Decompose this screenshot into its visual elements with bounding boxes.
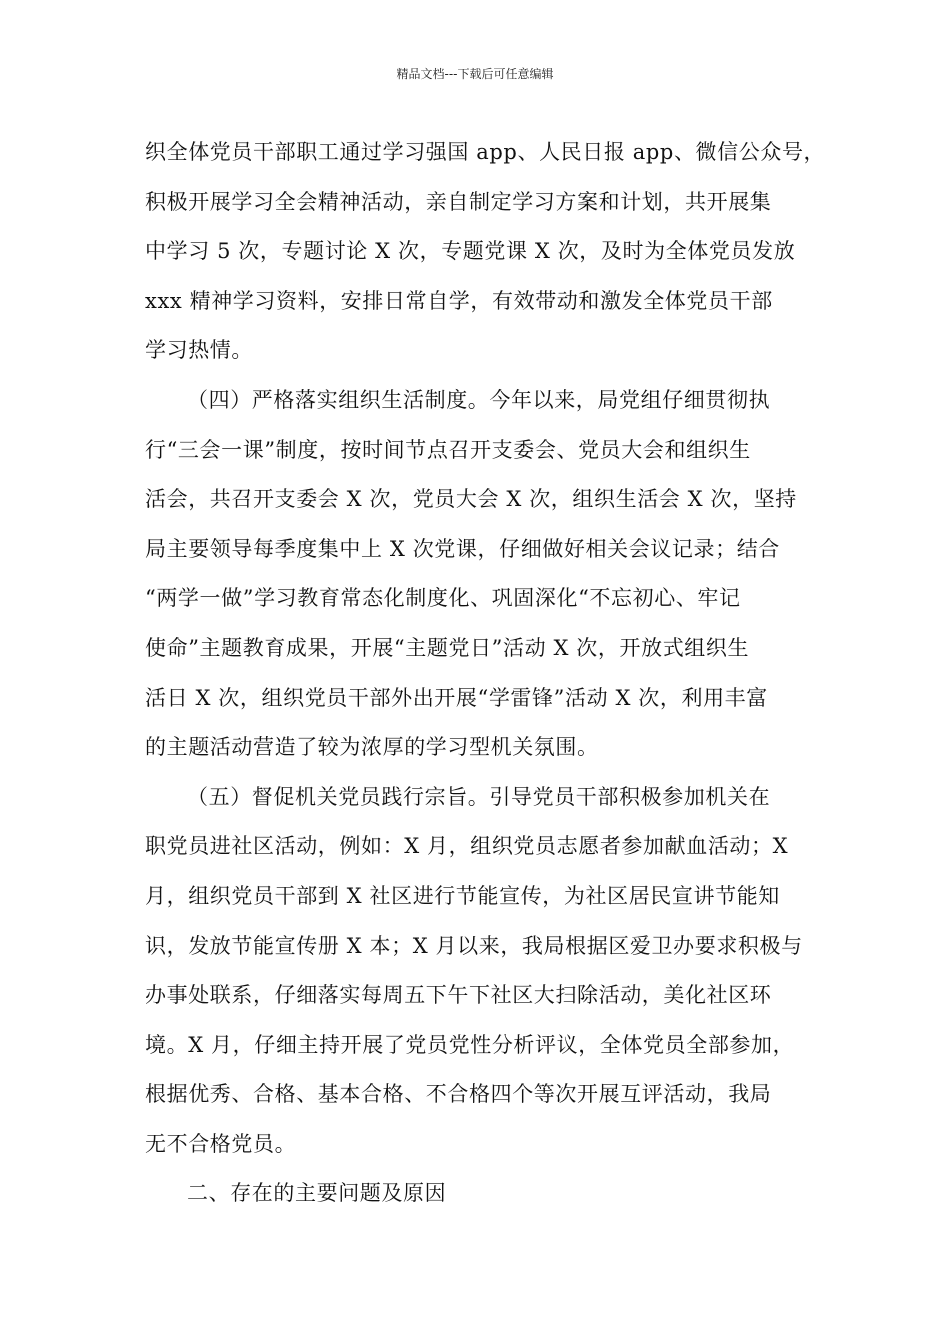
paragraph-line: 学习热情。 bbox=[145, 338, 253, 363]
paragraph-line: 活日 X 次，组织党员干部外出开展“学雷锋”活动 X 次，利用丰富 bbox=[145, 685, 768, 710]
paragraph-line: “两学一做”学习教育常态化制度化、巩固深化“不忘初心、牢记 bbox=[145, 586, 741, 611]
paragraph-line: 根据优秀、合格、基本合格、不合格四个等次开展互评活动，我局 bbox=[145, 1082, 772, 1107]
paragraph-line: 活会，共召开支委会 X 次，党员大会 X 次，组织生活会 X 次，坚持 bbox=[145, 487, 797, 512]
paragraph-line: 行“三会一课”制度，按时间节点召开支委会、党员大会和组织生 bbox=[145, 437, 751, 462]
paragraph-line: 织全体党员干部职工通过学习强国 app、人民日报 app、微信公众号， bbox=[145, 140, 826, 164]
paragraph-line: xxx 精神学习资料，安排日常自学，有效带动和激发全体党员干部 bbox=[145, 288, 773, 313]
paragraph-line: 积极开展学习全会精神活动，亲自制定学习方案和计划，共开展集 bbox=[145, 189, 772, 214]
paragraph-line: 境。X 月，仔细主持开展了党员党性分析评议，全体党员全部参加， bbox=[145, 1032, 795, 1057]
paragraph-line: 职党员进社区活动，例如：X 月，组织党员志愿者参加献血活动；X bbox=[145, 834, 789, 859]
page-header: 精品文档---下载后可任意编辑 bbox=[396, 67, 554, 81]
paragraph-line: 使命”主题教育成果，开展“主题党日”活动 X 次，开放式组织生 bbox=[145, 635, 750, 660]
document-body bbox=[145, 128, 830, 1219]
paragraph-heading-line: （四）严格落实组织生活制度。今年以来，局党组仔细贯彻执 bbox=[187, 387, 771, 412]
paragraph-line: 办事处联系，仔细落实每周五下午下社区大扫除活动，美化社区环 bbox=[145, 983, 772, 1008]
paragraph-heading-line: 二、存在的主要问题及原因 bbox=[187, 1181, 447, 1206]
paragraph-heading-line: （五）督促机关党员践行宗旨。引导党员干部积极参加机关在 bbox=[187, 784, 771, 809]
paragraph-line: 月，组织党员干部到 X 社区进行节能宣传，为社区居民宣讲节能知 bbox=[145, 883, 780, 908]
paragraph-line: 的主题活动营造了较为浓厚的学习型机关氛围。 bbox=[145, 735, 599, 760]
paragraph-line: 中学习 5 次，专题讨论 X 次，专题党课 X 次，及时为全体党员发放 bbox=[145, 239, 796, 264]
paragraph-line: 无不合格党员。 bbox=[145, 1131, 297, 1156]
paragraph-line: 识，发放节能宣传册 X 本；X 月以来，我局根据区爱卫办要求积极与 bbox=[145, 933, 803, 958]
paragraph-line: 局主要领导每季度集中上 X 次党课，仔细做好相关会议记录；结合 bbox=[145, 536, 780, 561]
